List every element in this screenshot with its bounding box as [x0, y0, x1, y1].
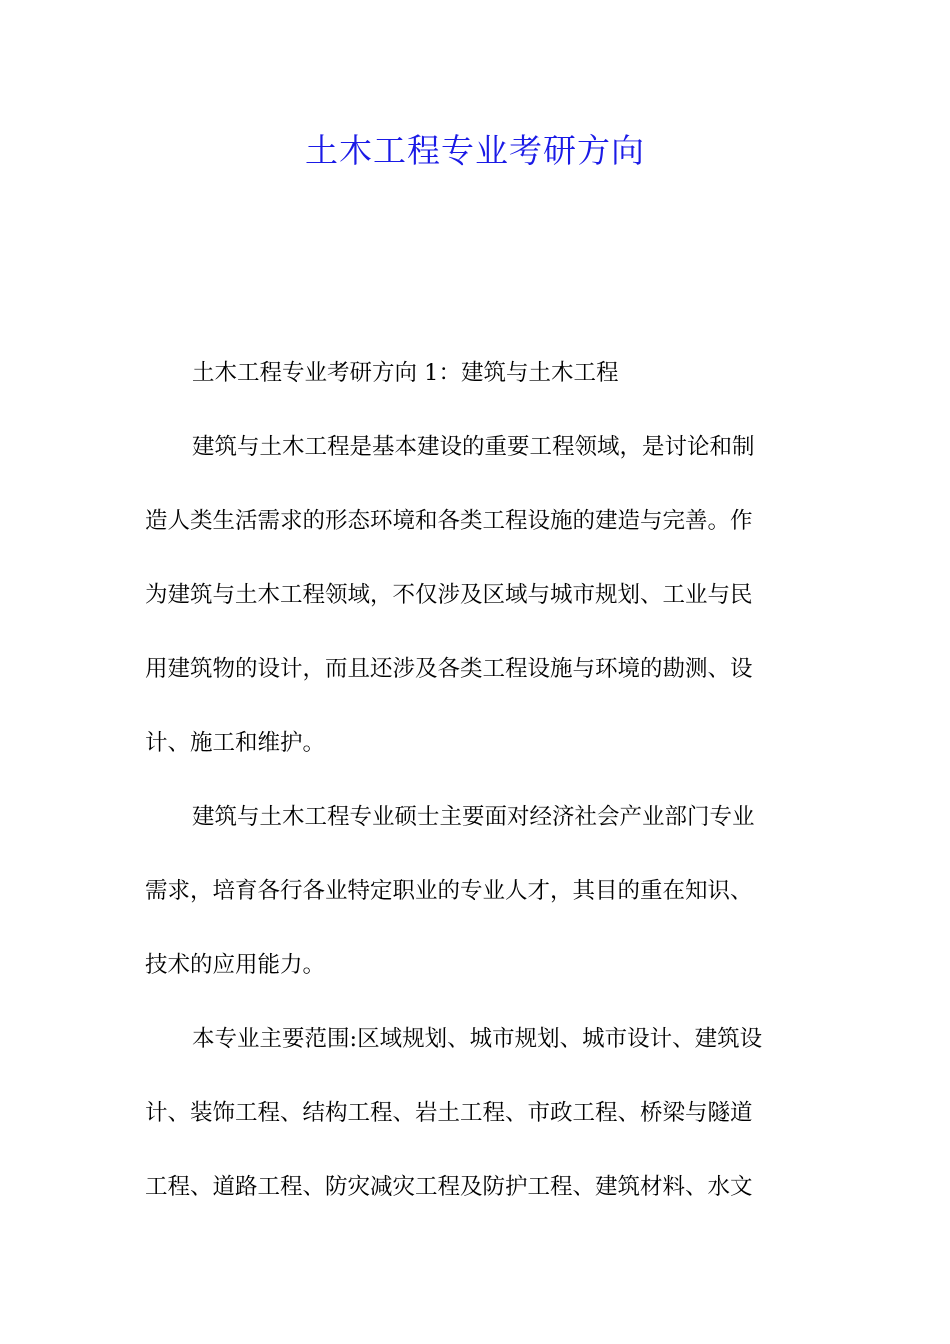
- section-heading: [145, 336, 807, 410]
- paragraph-line: 用建筑物的设计，而且还涉及各类工程设施与环境的勘测、设: [145, 656, 753, 682]
- paragraph-2: [145, 780, 807, 1002]
- paragraph-1: [145, 410, 807, 780]
- paragraph-line: 造人类生活需求的形态环境和各类工程设施的建造与完善。作: [145, 508, 753, 534]
- paragraph-line: 建筑与土木工程是基本建设的重要工程领域，是讨论和制: [192, 434, 755, 460]
- paragraph-line: 计、装饰工程、结构工程、岩土工程、市政工程、桥梁与隧道: [145, 1100, 753, 1126]
- document-body: [145, 336, 807, 1224]
- heading-line: 土木工程专业考研方向 1：建筑与土木工程: [192, 360, 619, 386]
- paragraph-line: 为建筑与土木工程领域，不仅涉及区域与城市规划、工业与民: [145, 582, 753, 608]
- paragraph-line: 技术的应用能力。: [145, 952, 326, 978]
- paragraph-line: 本专业主要范围:区域规划、城市规划、城市设计、建筑设: [192, 1026, 763, 1052]
- paragraph-line: 建筑与土木工程专业硕士主要面对经济社会产业部门专业: [192, 804, 755, 830]
- paragraph-line: 需求，培育各行各业特定职业的专业人才，其目的重在知识、: [145, 878, 753, 904]
- document-title: 土木工程专业考研方向: [305, 131, 645, 170]
- paragraph-line: 工程、道路工程、防灾减灾工程及防护工程、建筑材料、水文: [145, 1174, 753, 1200]
- paragraph-line: 计、施工和维护。: [145, 730, 326, 756]
- paragraph-3: [145, 1002, 807, 1224]
